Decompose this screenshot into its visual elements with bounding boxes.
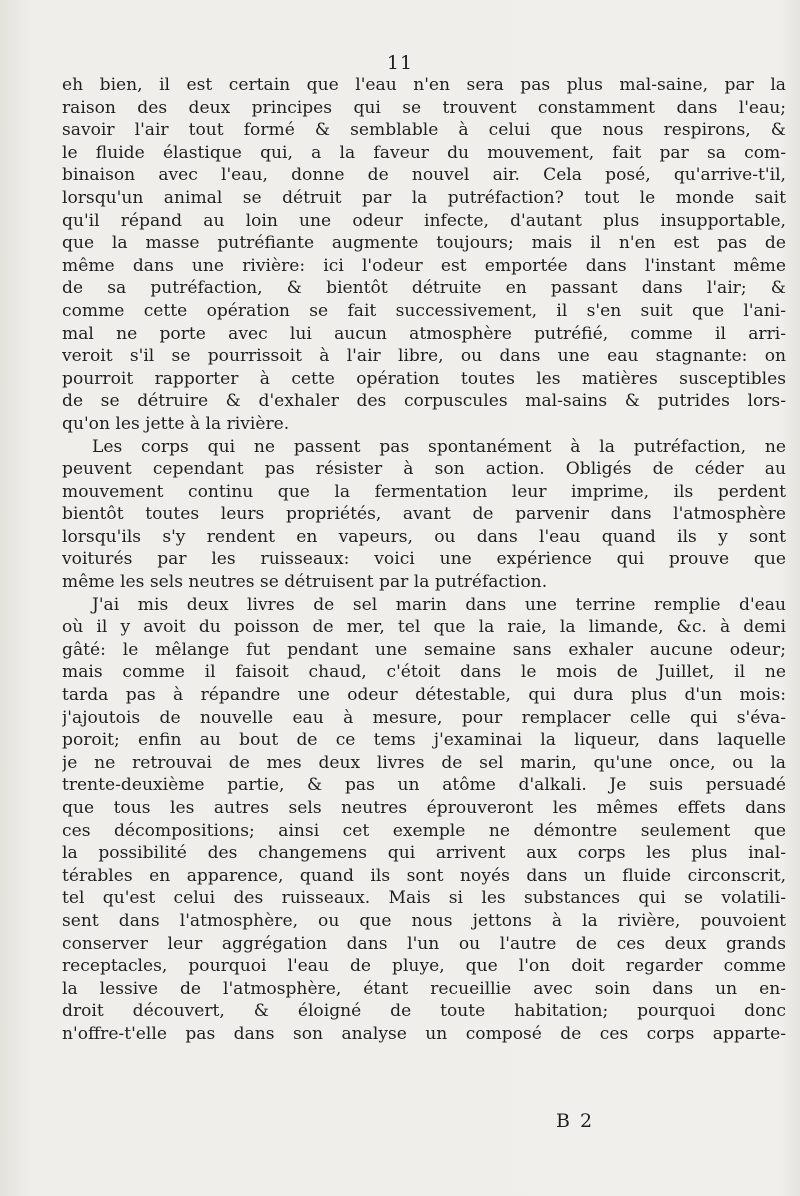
text-line: droit découvert, & éloigné de toute habitation; pourquoi donc [62, 1001, 786, 1022]
text-line: le fluide élastique qui, a la faveur du mouvement, fait par sa com- [62, 142, 786, 163]
text-line: voiturés par les ruisseaux: voici une expérience qui prouve que [62, 549, 786, 570]
text-line: raison des deux principes qui se trouvent constamment dans l'eau; [62, 97, 786, 118]
body-text [62, 74, 786, 1046]
text-line: tel qu'est celui des ruisseaux. Mais si les substances qui se volatili- [62, 888, 786, 909]
text-line: J'ai mis deux livres de sel marin dans une terrine remplie d'eau [92, 594, 786, 615]
text-line: tarda pas à répandre une odeur détestable, qui dura plus d'un mois: [62, 685, 786, 706]
paragraph [62, 436, 786, 594]
text-line: même dans une rivière: ici l'odeur est emportée dans l'instant même [62, 255, 786, 276]
text-line: la lessive de l'atmosphère, étant recueillie avec soin dans un en- [62, 978, 786, 999]
text-line: je ne retrouvai de mes deux livres de sel marin, qu'une once, ou la [62, 752, 786, 773]
text-line: conserver leur aggrégation dans l'un ou l'autre de ces deux grands [62, 933, 786, 954]
paragraph [62, 594, 786, 1046]
text-line: trente-deuxième partie, & pas un atôme d'alkali. Je suis persuadé [62, 775, 786, 796]
text-line: savoir l'air tout formé & semblable à celui que nous respirons, & [62, 120, 786, 141]
text-line: qu'on les jette à la rivière. [62, 413, 290, 434]
text-line: eh bien, il est certain que l'eau n'en sera pas plus mal-saine, par la [62, 75, 786, 95]
text-line: receptacles, pourquoi l'eau de pluye, que l'on doit regarder comme [62, 956, 786, 977]
text-line: poroit; enfin au bout de ce tems j'examinai la liqueur, dans laquelle [62, 730, 786, 751]
text-line: même les sels neutres se détruisent par la putréfaction. [62, 572, 548, 593]
text-line: j'ajoutois de nouvelle eau à mesure, pour remplacer celle qui s'éva- [62, 707, 786, 728]
text-line: mais comme il faisoit chaud, c'étoit dans le mois de Juillet, il ne [62, 662, 786, 683]
text-line: lorsqu'ils s'y rendent en vapeurs, ou dans l'eau quand ils y sont [62, 526, 786, 547]
text-line: bientôt toutes leurs propriétés, avant de parvenir dans l'atmosphère [62, 504, 786, 525]
text-line: ces décompositions; ainsi cet exemple ne démontre seulement que [62, 820, 786, 841]
text-line: térables en apparence, quand ils sont noyés dans un fluide circonscrit, [62, 865, 786, 886]
text-line: Les corps qui ne passent pas spontanément à la putréfaction, ne [92, 436, 786, 457]
signature-mark: B 2 [556, 1110, 595, 1132]
text-line: binaison avec l'eau, donne de nouvel air. Cela posé, qu'arrive-t'il, [62, 165, 786, 186]
text-line: de sa putréfaction, & bientôt détruite en passant dans l'air; & [62, 278, 786, 299]
text-line: pourroit rapporter à cette opération toutes les matières susceptibles [62, 368, 786, 389]
text-line: n'offre-t'elle pas dans son analyse un composé de ces corps apparte- [62, 1023, 786, 1044]
text-line: lorsqu'un animal se détruit par la putréfaction? tout le monde sait [62, 187, 786, 208]
text-line: mal ne porte avec lui aucun atmosphère putréfié, comme il arri- [62, 323, 786, 344]
text-line: que tous les autres sels neutres éprouveront les mêmes effets dans [62, 798, 786, 818]
text-line: qu'il répand au loin une odeur infecte, d'autant plus insupportable, [62, 210, 786, 231]
text-line: veroit s'il se pourrissoit à l'air libre, ou dans une eau stagnante: on [62, 346, 786, 367]
text-line: où il y avoit du poisson de mer, tel que la raie, la limande, &c. à demi [62, 617, 786, 638]
text-line: peuvent cependant pas résister à son action. Obligés de céder au [62, 459, 786, 480]
text-line: que la masse putréfiante augmente toujours; mais il n'en est pas de [62, 233, 786, 254]
text-line: de se détruire & d'exhaler des corpuscules mal-sains & putrides lors- [62, 391, 786, 412]
text-line: la possibilité des changemens qui arrivent aux corps les plus inal- [62, 843, 786, 864]
paragraph [62, 74, 786, 436]
text-line: gâté: le mêlange fut pendant une semaine sans exhaler aucune odeur; [62, 639, 786, 660]
text-line: sent dans l'atmosphère, ou que nous jettons à la rivière, pouvoient [62, 910, 786, 931]
page-number: 11 [386, 52, 414, 74]
text-line: mouvement continu que la fermentation leur imprime, ils perdent [62, 481, 786, 502]
text-line: comme cette opération se fait successivement, il s'en suit que l'ani- [62, 300, 786, 321]
